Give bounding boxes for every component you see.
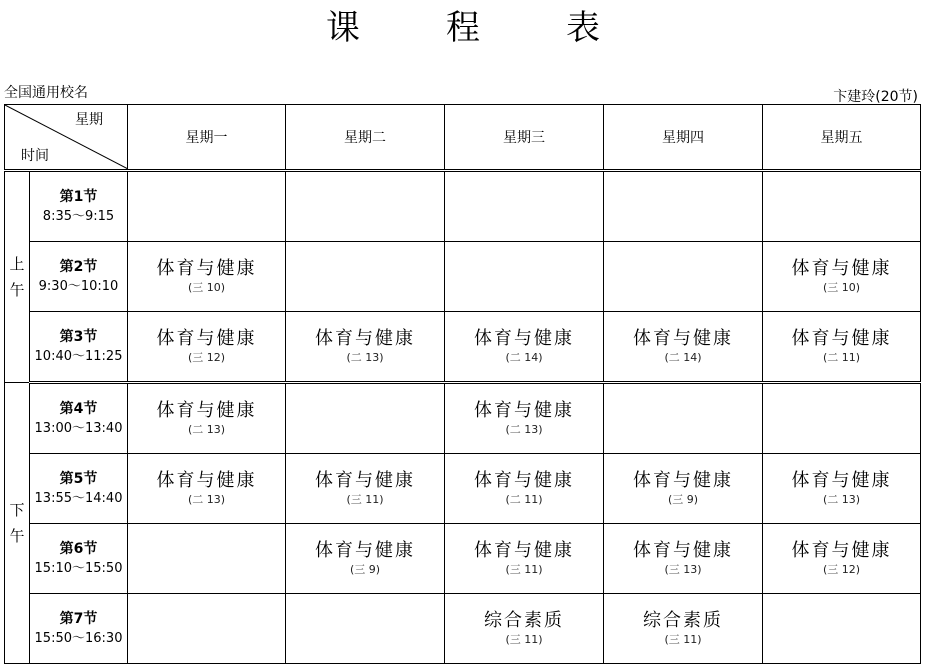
class-cell	[128, 383, 286, 454]
empty-cell	[286, 594, 445, 664]
class-cell	[128, 242, 286, 312]
class-room: (三 11)	[346, 492, 384, 506]
course-name: 体育与健康	[474, 327, 574, 349]
period-row	[5, 594, 921, 664]
class-cell	[763, 454, 921, 524]
empty-cell	[128, 171, 286, 242]
period-label	[30, 383, 128, 454]
class-room: (三 11)	[664, 632, 702, 646]
day-header: 星期一	[128, 105, 286, 171]
class-room: (三 13)	[664, 562, 702, 576]
course-name: 体育与健康	[791, 327, 892, 349]
class-room: (二 11)	[822, 350, 861, 364]
period-label	[30, 594, 128, 664]
corner-day-label: 星期	[75, 112, 103, 128]
period-time: 13:00～13:40	[34, 420, 123, 436]
course-name: 体育与健康	[315, 469, 415, 491]
period-name: 第5节	[59, 470, 98, 487]
period-label	[30, 524, 128, 594]
course-name: 体育与健康	[315, 539, 415, 561]
class-room: (二 14)	[664, 350, 702, 364]
course-name: 体育与健康	[156, 399, 257, 421]
day-header: 星期四	[604, 105, 763, 171]
empty-cell	[128, 524, 286, 594]
afternoon-label-char: 午	[9, 527, 25, 545]
title-char: 程	[446, 8, 480, 48]
course-name: 综合素质	[643, 609, 723, 631]
class-cell	[604, 454, 763, 524]
empty-cell	[604, 242, 763, 312]
empty-cell	[286, 171, 445, 242]
period-label	[30, 454, 128, 524]
title-char: 课	[326, 8, 360, 48]
period-row	[5, 242, 921, 312]
class-cell	[445, 524, 604, 594]
teacher-name: 卞建玲(20节)	[833, 89, 918, 105]
header-row	[5, 105, 921, 171]
class-cell	[286, 312, 445, 383]
period-name: 第1节	[59, 188, 98, 205]
class-cell	[445, 454, 604, 524]
course-name: 综合素质	[484, 609, 564, 631]
course-name: 体育与健康	[156, 257, 257, 279]
period-label	[30, 312, 128, 383]
period-label	[30, 171, 128, 242]
period-time: 15:50～16:30	[34, 630, 123, 646]
class-cell	[763, 242, 921, 312]
title-char: 表	[566, 8, 600, 48]
class-room: (三 11)	[505, 562, 543, 576]
course-name: 体育与健康	[791, 539, 892, 561]
period-time: 9:30～10:10	[38, 278, 119, 294]
class-cell	[604, 594, 763, 664]
class-room: (二 13)	[346, 350, 384, 364]
class-room: (二 13)	[505, 422, 543, 436]
course-name: 体育与健康	[791, 469, 892, 491]
empty-cell	[286, 242, 445, 312]
period-time: 15:10～15:50	[34, 560, 123, 576]
period-name: 第6节	[59, 540, 98, 557]
class-cell	[604, 312, 763, 383]
period-row	[5, 524, 921, 594]
period-label	[30, 242, 128, 312]
period-name: 第3节	[59, 328, 98, 345]
morning-label-char: 上	[9, 255, 25, 273]
empty-cell	[445, 242, 604, 312]
class-cell	[763, 312, 921, 383]
class-cell	[286, 454, 445, 524]
morning-label	[5, 171, 30, 383]
afternoon-label-char: 下	[9, 501, 25, 519]
course-name: 体育与健康	[474, 539, 574, 561]
empty-cell	[763, 594, 921, 664]
class-room: (三 12)	[187, 350, 226, 364]
period-row	[5, 171, 921, 242]
school-name: 全国通用校名	[4, 85, 88, 101]
empty-cell	[286, 383, 445, 454]
day-header: 星期五	[763, 105, 921, 171]
page-title	[0, 6, 932, 50]
empty-cell	[445, 171, 604, 242]
course-name: 体育与健康	[156, 469, 257, 491]
class-room: (二 13)	[187, 492, 226, 506]
class-room: (三 10)	[187, 280, 226, 294]
empty-cell	[763, 383, 921, 454]
period-row	[5, 383, 921, 454]
class-cell	[763, 524, 921, 594]
course-name: 体育与健康	[474, 399, 574, 421]
period-time: 8:35～9:15	[42, 208, 115, 224]
period-name: 第2节	[59, 258, 98, 275]
empty-cell	[604, 383, 763, 454]
class-cell	[286, 524, 445, 594]
class-cell	[128, 454, 286, 524]
class-room: (三 12)	[822, 562, 861, 576]
course-name: 体育与健康	[633, 469, 733, 491]
class-cell	[604, 524, 763, 594]
period-name: 第4节	[59, 400, 98, 417]
class-room: (三 10)	[822, 280, 861, 294]
class-room: (三 11)	[505, 632, 543, 646]
period-row	[5, 312, 921, 383]
class-cell	[445, 594, 604, 664]
corner-header	[5, 105, 128, 171]
period-name: 第7节	[59, 610, 98, 627]
morning-label-char: 午	[9, 281, 25, 299]
empty-cell	[128, 594, 286, 664]
class-room: (三 9)	[667, 492, 699, 506]
corner-time-label: 时间	[21, 148, 49, 164]
class-cell	[128, 312, 286, 383]
day-header: 星期三	[445, 105, 604, 171]
class-room: (二 14)	[505, 350, 543, 364]
class-room: (二 13)	[822, 492, 861, 506]
course-name: 体育与健康	[633, 539, 733, 561]
period-row	[5, 454, 921, 524]
class-room: (二 11)	[505, 492, 543, 506]
course-name: 体育与健康	[315, 327, 415, 349]
empty-cell	[604, 171, 763, 242]
class-cell	[445, 383, 604, 454]
afternoon-label	[5, 383, 30, 664]
empty-cell	[763, 171, 921, 242]
course-name: 体育与健康	[474, 469, 574, 491]
course-name: 体育与健康	[633, 327, 733, 349]
class-cell	[445, 312, 604, 383]
class-room: (三 9)	[349, 562, 381, 576]
day-header: 星期二	[286, 105, 445, 171]
period-time: 10:40～11:25	[34, 348, 123, 364]
course-name: 体育与健康	[791, 257, 892, 279]
class-room: (二 13)	[187, 422, 226, 436]
course-name: 体育与健康	[156, 327, 257, 349]
timetable	[4, 104, 921, 664]
period-time: 13:55～14:40	[34, 490, 123, 506]
